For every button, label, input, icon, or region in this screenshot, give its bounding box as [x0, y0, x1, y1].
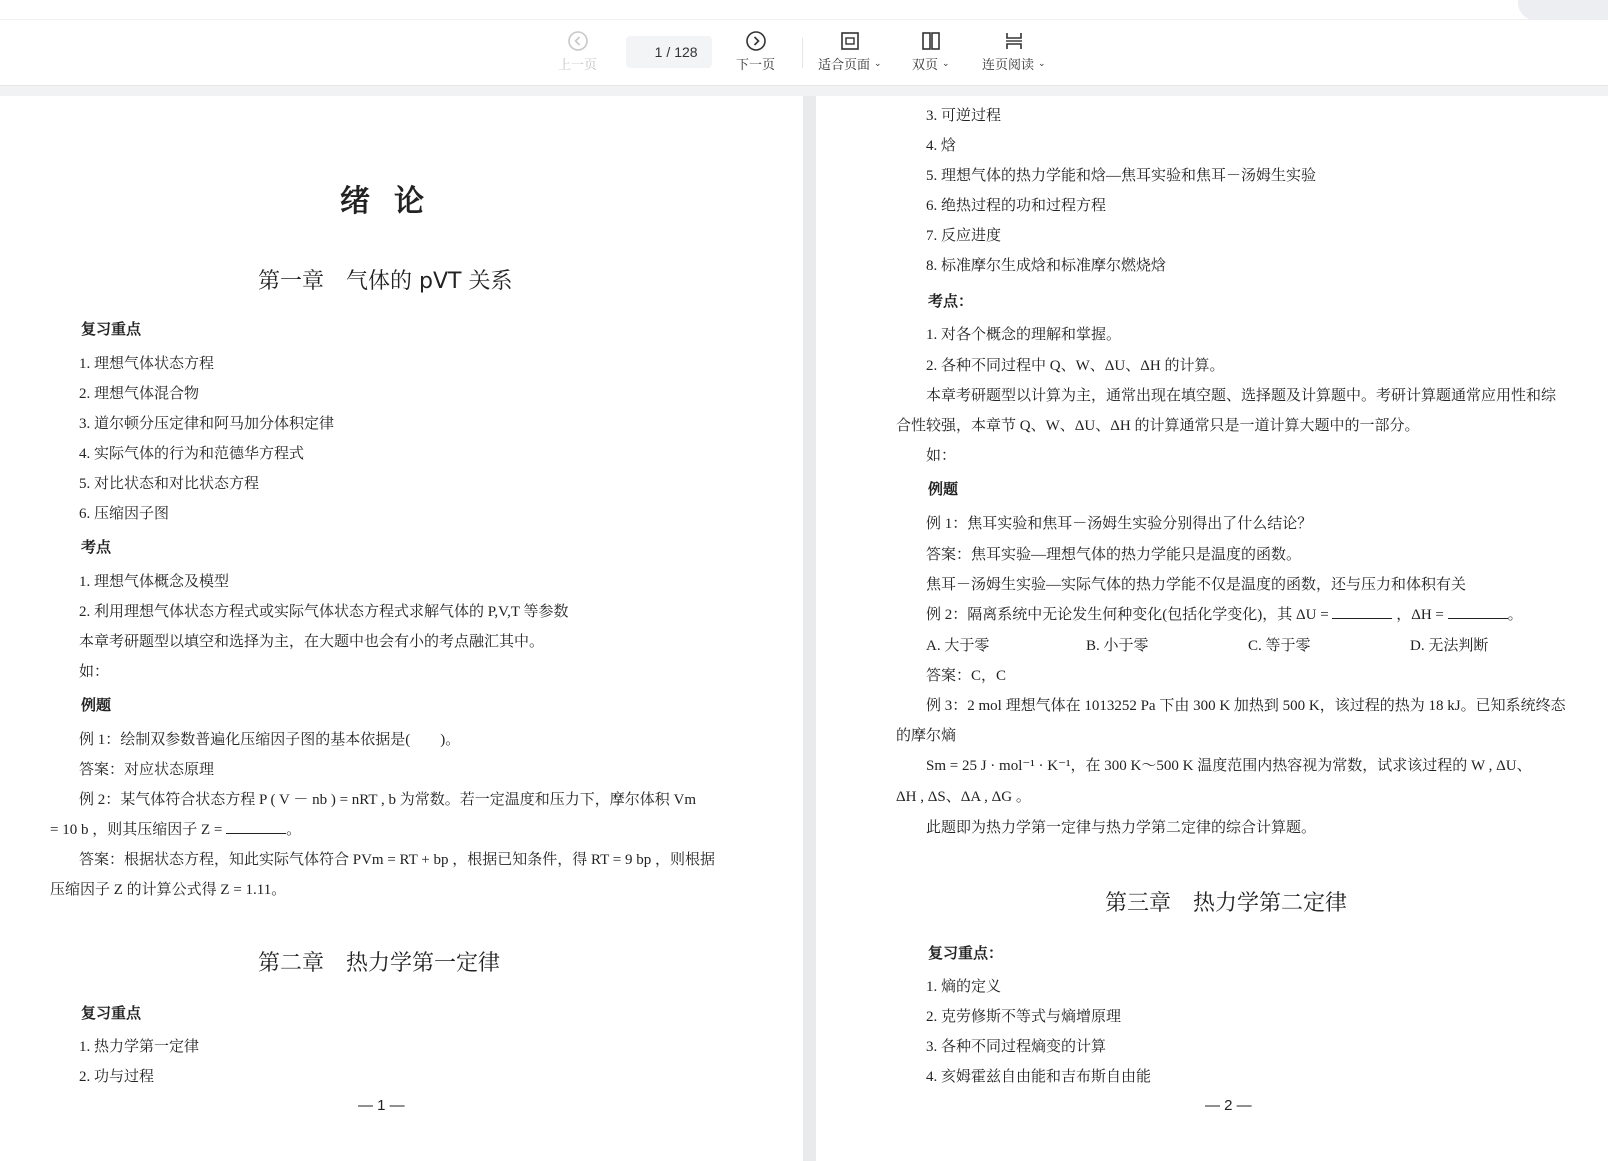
example-text: 的摩尔熵 [896, 728, 957, 744]
option-b: B. 小于零 [1086, 638, 1149, 654]
example-text-part: 例 2：隔离系统中无论发生何种变化(包括化学变化)，其 ΔU = [926, 607, 1329, 623]
chevron-down-icon: ⌄ [942, 58, 950, 68]
list-item: 2. 各种不同过程中 Q、W、ΔU、ΔH 的计算。 [926, 358, 1225, 374]
fit-page-dropdown[interactable] [818, 30, 882, 73]
example-heading: 例题 [928, 480, 959, 498]
chapter-3-title: 第三章 热力学第二定律 [1105, 891, 1348, 916]
example-text: Sm = 25 J · mol⁻¹ · K⁻¹，在 300 K～500 K 温度范围内热容视为常数，试求该过程的 W , ΔU、 [926, 758, 1532, 774]
example-text-part: = 10 b ，则其压缩因子 Z = [50, 822, 223, 838]
continuous-reading-label: 连页阅读 [982, 57, 1035, 72]
document-page-1 [0, 96, 803, 1161]
example-text [50, 818, 301, 839]
list-item: 2. 克劳修斯不等式与熵增原理 [926, 1009, 1122, 1025]
answer-text: 压缩因子 Z 的计算公式得 Z = 1.11。 [50, 882, 287, 898]
chapter-2-title: 第二章 热力学第一定律 [258, 951, 501, 976]
next-page-label: 下一页 [736, 57, 776, 72]
example-heading: 例题 [81, 696, 112, 714]
list-item: 6. 绝热过程的功和过程方程 [926, 198, 1107, 214]
example-text: 例 2：某气体符合状态方程 P ( V － nb ) = nRT , b 为常数。若一定温度和压力下，摩尔体积 Vm [79, 792, 697, 808]
option-c: C. 等于零 [1248, 638, 1311, 654]
list-item: 3. 道尔顿分压定律和阿马加分体积定律 [79, 416, 335, 432]
fill-blank [1332, 607, 1392, 619]
list-item: 2. 理想气体混合物 [79, 386, 200, 402]
double-page-label: 双页 [912, 57, 939, 72]
chevron-down-icon: ⌄ [874, 58, 882, 68]
list-item: 4. 实际气体的行为和范德华方程式 [79, 446, 305, 462]
review-heading: 复习重点 [81, 1004, 142, 1022]
list-item: 1. 理想气体概念及模型 [79, 574, 230, 590]
chevron-left-circle-icon [567, 30, 589, 52]
top-strip [0, 0, 1608, 20]
chevron-right-circle-icon [745, 30, 767, 52]
corner-pill[interactable] [1518, 0, 1608, 20]
chapter-1-title: 第一章 气体的 pVT 关系 [258, 269, 513, 294]
example-text [926, 603, 1523, 624]
option-d: D. 无法判断 [1410, 638, 1489, 654]
example-text: ΔH , ΔS、ΔA , ΔG 。 [896, 789, 1031, 805]
answer-text: 答案：焦耳实验—理想气体的热力学能只是温度的函数。 [926, 547, 1302, 563]
review-heading: 复习重点 [81, 320, 142, 338]
example-text: 例 1：绘制双参数普遍化压缩因子图的基本依据是( )。 [79, 732, 461, 748]
chevron-down-icon: ⌄ [1038, 58, 1046, 68]
example-text-part: 。 [1507, 607, 1523, 623]
paragraph: 如： [926, 448, 957, 464]
page-number: — 2 — [1205, 1097, 1252, 1114]
list-item: 7. 反应进度 [926, 228, 1002, 244]
page-number-input[interactable] [640, 44, 662, 60]
main-title: 绪论 [340, 184, 448, 219]
list-item: 1. 理想气体状态方程 [79, 356, 215, 372]
double-page-icon [920, 30, 942, 52]
list-item: 8. 标准摩尔生成焓和标准摩尔燃烧焓 [926, 258, 1167, 274]
list-item: 4. 亥姆霍兹自由能和吉布斯自由能 [926, 1069, 1152, 1085]
paragraph: 本章考研题型以填空和选择为主，在大题中也会有小的考点融汇其中。 [79, 634, 545, 650]
list-item: 1. 热力学第一定律 [79, 1039, 200, 1055]
option-a: A. 大于零 [926, 638, 990, 654]
paragraph: 如： [79, 664, 110, 680]
paragraph: 此题即为热力学第一定律与热力学第二定律的综合计算题。 [926, 820, 1317, 836]
list-item: 3. 可逆过程 [926, 108, 1002, 124]
fit-page-label: 适合页面 [818, 57, 871, 72]
paragraph: 合性较强，本章节 Q、W、ΔU、ΔH 的计算通常只是一道计算大题中的一部分。 [896, 418, 1420, 434]
paragraph: 本章考研题型以计算为主，通常出现在填空题、选择题及计算题中。考研计算题通常应用性和综 [926, 388, 1557, 404]
answer-text: 焦耳－汤姆生实验—实际气体的热力学能不仅是温度的函数，还与压力和体积有关 [926, 577, 1467, 593]
fit-page-icon [839, 30, 861, 52]
list-item: 1. 熵的定义 [926, 979, 1002, 995]
toolbar-divider [802, 38, 803, 68]
fill-blank [226, 822, 286, 834]
page-number: — 1 — [358, 1097, 405, 1114]
answer-text: 答案：C，C [926, 668, 1007, 684]
list-item: 4. 焓 [926, 138, 957, 154]
list-item: 3. 各种不同过程熵变的计算 [926, 1039, 1107, 1055]
list-item: 6. 压缩因子图 [79, 506, 170, 522]
list-item: 5. 对比状态和对比状态方程 [79, 476, 260, 492]
list-item: 5. 理想气体的热力学能和焓—焦耳实验和焦耳－汤姆生实验 [926, 168, 1317, 184]
fill-blank [1448, 607, 1508, 619]
example-text-part: 。 [286, 822, 302, 838]
page-indicator [626, 36, 712, 68]
continuous-scroll-icon [1003, 30, 1025, 52]
prev-page-button[interactable] [558, 30, 597, 73]
points-heading: 考点： [928, 292, 974, 310]
continuous-reading-dropdown[interactable] [982, 30, 1046, 73]
answer-text: 答案：对应状态原理 [79, 762, 215, 778]
page-gutter [803, 96, 816, 1161]
list-item: 1. 对各个概念的理解和掌握。 [926, 327, 1122, 343]
prev-page-label: 上一页 [558, 57, 598, 72]
list-item: 2. 利用理想气体状态方程式或实际气体状态方程式求解气体的 P,V,T 等参数 [79, 604, 569, 620]
next-page-button[interactable] [736, 30, 775, 73]
example-text: 例 3：2 mol 理想气体在 1013252 Pa 下由 300 K 加热到 500 K，该过程的热为 18 kJ。已知系统终态 [926, 698, 1566, 714]
points-heading: 考点 [81, 538, 112, 556]
example-text: 例 1：焦耳实验和焦耳－汤姆生实验分别得出了什么结论？ [926, 516, 1313, 532]
reader-toolbar [0, 20, 1608, 86]
list-item: 2. 功与过程 [79, 1069, 155, 1085]
answer-text: 答案：根据状态方程，知此实际气体符合 PVm = RT + bp ，根据已知条件，得 RT = 9 bp ，则根据 [79, 852, 715, 868]
review-heading: 复习重点： [928, 944, 1004, 962]
page-total: / 128 [666, 44, 698, 60]
double-page-dropdown[interactable] [912, 30, 950, 73]
example-text-part: ，ΔH = [1396, 607, 1444, 623]
document-page-2 [816, 96, 1608, 1161]
